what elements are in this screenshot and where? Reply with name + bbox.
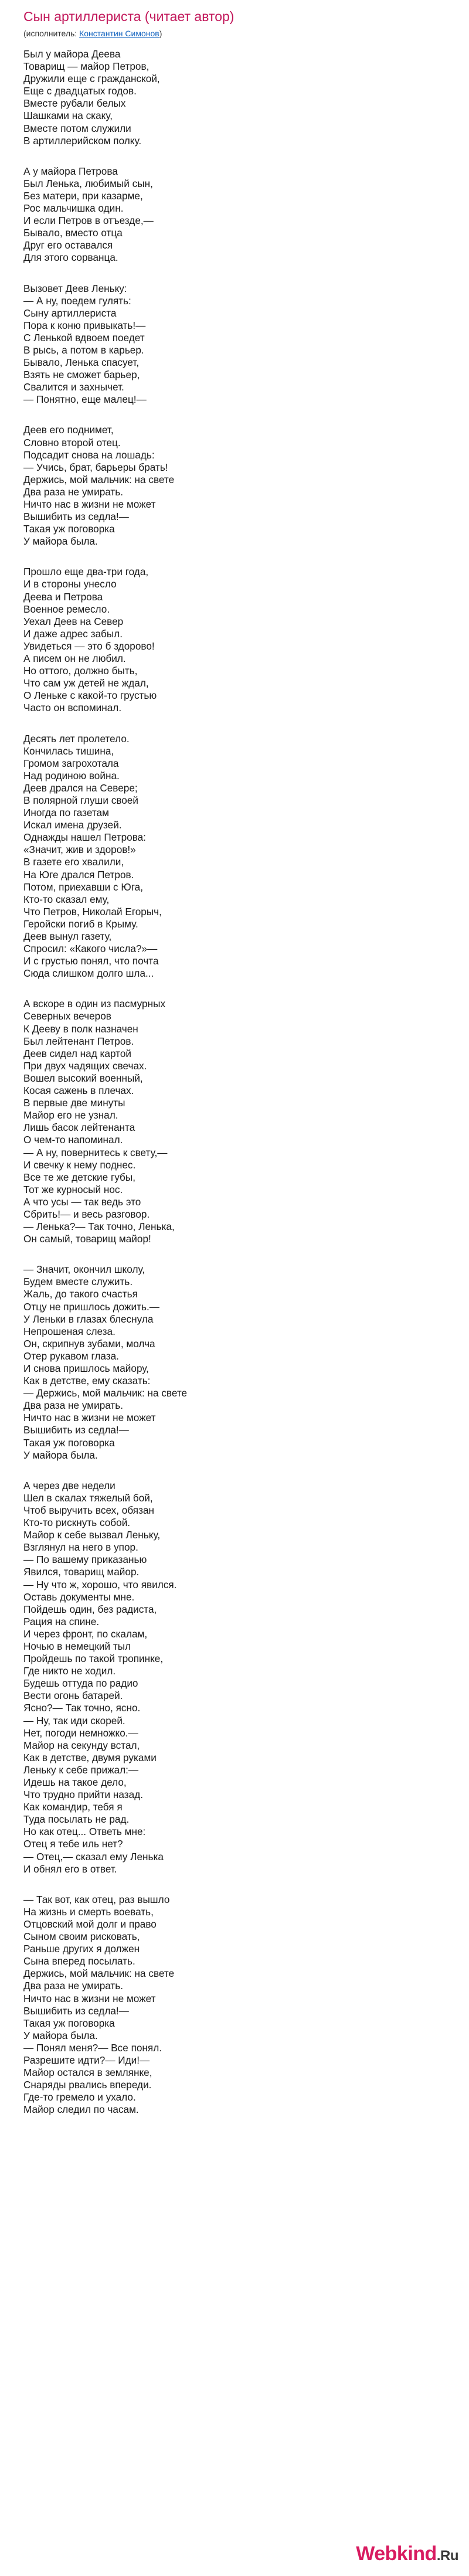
lyric-line: Был лейтенант Петров. <box>23 1035 134 1047</box>
lyric-line: — По вашему приказанью <box>23 1554 147 1566</box>
performer-label: (исполнитель: <box>23 29 80 38</box>
lyric-line: — Учись, брат, барьеры брать! <box>23 461 168 473</box>
stanza <box>23 998 453 1245</box>
lyric-line: Где-то гремело и ухало. <box>23 2091 136 2103</box>
lyric-line: Отец я тебе иль нет? <box>23 1838 123 1850</box>
lyric-line: Оставь документы мне. <box>23 1591 135 1603</box>
lyric-line: А что усы — так ведь это <box>23 1195 141 1208</box>
lyric-line: Сюда слишком долго шла... <box>23 967 154 980</box>
lyric-line: Будем вместе служить. <box>23 1276 133 1288</box>
lyric-line: — Так вот, как отец, раз вышло <box>23 1893 170 1905</box>
lyric-line: Сыном своим рисковать, <box>23 1931 140 1943</box>
lyric-line: Снаряды рвались впереди. <box>23 2079 152 2091</box>
performer-line <box>23 27 453 40</box>
lyric-line: Ничто нас в жизни не может <box>23 1992 156 2004</box>
lyric-line: Раньше других я должен <box>23 1943 140 1955</box>
lyric-line: Бывало, вместо отца <box>23 227 123 239</box>
lyric-line: Вести огонь батарей. <box>23 1690 123 1702</box>
lyric-line: Геройски погиб в Крыму. <box>23 917 138 930</box>
lyric-line: Он самый, товарищ майор! <box>23 1233 151 1245</box>
stanza <box>23 165 453 264</box>
lyric-line: Северных вечеров <box>23 1010 111 1022</box>
lyric-line: Где никто не ходил. <box>23 1665 116 1677</box>
lyric-line: Над родиною война. <box>23 769 120 781</box>
lyric-line: Вместе потом служили <box>23 122 131 134</box>
lyric-line: Однажды нашел Петрова: <box>23 831 146 844</box>
lyric-line: Что сам уж детей не ждал, <box>23 677 149 689</box>
lyric-line: Взглянул на него в упор. <box>23 1541 138 1554</box>
lyric-line: Но как отец... Ответь мне: <box>23 1826 146 1838</box>
lyric-line: Вышибить из седла!— <box>23 1424 129 1436</box>
lyric-line: И в стороны унесло <box>23 578 117 590</box>
lyric-line: Товарищ — майор Петров, <box>23 60 149 73</box>
lyric-line: Все те же детские губы, <box>23 1171 136 1183</box>
lyric-line: Часто он вспоминал. <box>23 702 122 714</box>
lyric-line: Что трудно прийти назад. <box>23 1789 144 1801</box>
lyric-line: Непрошеная слеза. <box>23 1325 115 1337</box>
lyric-line: Как в детстве, двумя руками <box>23 1751 157 1763</box>
lyric-line: Отер рукавом глаза. <box>23 1350 119 1362</box>
lyric-line: Два раза не умирать. <box>23 1980 124 1992</box>
lyric-line: С Ленькой вдвоем поедет <box>23 331 145 344</box>
lyric-line: Отцовский мой долг и право <box>23 1918 157 1930</box>
lyric-line: Искал имена друзей. <box>23 819 122 831</box>
lyric-line: Как командир, тебя я <box>23 1801 123 1813</box>
lyric-line: У Леньки в глазах блеснула <box>23 1313 154 1325</box>
lyric-line: У майора была. <box>23 2029 98 2041</box>
lyric-line: Уехал Деев на Север <box>23 615 124 627</box>
lyric-line: Ничто нас в жизни не может <box>23 498 156 510</box>
lyric-line: Отцу не пришлось дожить.— <box>23 1300 159 1313</box>
lyric-line: Взять не сможет барьер, <box>23 369 140 381</box>
lyric-line: Пройдешь по такой тропинке, <box>23 1653 164 1665</box>
song-title: Сын артиллериста (читает автор) <box>23 9 235 24</box>
lyric-line: — Ну, так иди скорей. <box>23 1714 125 1727</box>
lyric-line: А через две недели <box>23 1479 115 1491</box>
lyric-line: Что Петров, Николай Егорыч, <box>23 905 162 917</box>
lyric-line: Нет, погоди немножко.— <box>23 1727 138 1739</box>
lyric-line: А писем он не любил. <box>23 653 126 665</box>
lyric-line: Шашками на скаку, <box>23 110 113 122</box>
lyric-line: И через фронт, по скалам, <box>23 1627 148 1640</box>
lyric-line: Прошло еще два-три года, <box>23 566 149 578</box>
lyric-line: Сына вперед посылать. <box>23 1955 135 1967</box>
lyric-line: Для этого сорванца. <box>23 252 118 264</box>
lyric-line: Увидеться — это б здорово! <box>23 640 155 652</box>
lyric-line: — А ну, повернитесь к свету,— <box>23 1146 168 1158</box>
lyric-line: Лишь басок лейтенанта <box>23 1122 135 1134</box>
lyric-line: Деев сидел над картой <box>23 1047 132 1059</box>
lyric-line: Он, скрипнув зубами, молча <box>23 1337 155 1350</box>
stanza <box>23 733 453 980</box>
lyrics-body <box>23 48 453 2116</box>
lyric-line: Иногда по газетам <box>23 807 109 819</box>
stanza <box>23 48 453 147</box>
lyric-line: — Отец,— сказал ему Ленька <box>23 1850 164 1863</box>
lyric-line: Деев вынул газету, <box>23 930 112 942</box>
lyric-line: И снова пришлось майору, <box>23 1362 149 1374</box>
watermark-tld: .Ru <box>436 2548 458 2564</box>
lyric-line: Майор на секунду встал, <box>23 1739 140 1751</box>
lyric-line: — А ну, поедем гулять: <box>23 294 131 307</box>
lyric-line: Ясно?— Так точно, ясно. <box>23 1702 141 1714</box>
lyric-line: На жизнь и смерть воевать, <box>23 1905 154 1918</box>
lyric-line: Друг его оставался <box>23 239 113 252</box>
lyric-line: В рысь, а потом в карьер. <box>23 344 144 356</box>
lyric-line: При двух чадящих свечах. <box>23 1059 147 1072</box>
lyric-line: Спросил: «Какого числа?»— <box>23 943 158 955</box>
lyric-line: Пойдешь один, без радиста, <box>23 1603 157 1615</box>
lyric-line: — Понятно, еще малец!— <box>23 393 147 406</box>
lyric-line: Дружили еще с гражданской, <box>23 73 160 85</box>
lyric-line: «Значит, жив и здоров!» <box>23 844 136 856</box>
lyric-line: О Леньке с какой-то грустью <box>23 689 157 702</box>
lyric-line: И обнял его в ответ. <box>23 1863 117 1875</box>
lyric-line: Вошел высокий военный, <box>23 1072 143 1084</box>
lyric-line: Вышибить из седла!— <box>23 2004 129 2017</box>
lyric-line: Два раза не умирать. <box>23 1399 124 1412</box>
lyric-line: Туда посылать не рад. <box>23 1813 130 1826</box>
performer-link[interactable]: Константин Симонов <box>79 29 159 38</box>
lyric-line: Пора к коню привыкать!— <box>23 319 146 331</box>
lyric-line: В первые две минуты <box>23 1097 125 1109</box>
lyric-line: Явился, товарищ майор. <box>23 1566 140 1578</box>
stanza <box>23 424 453 548</box>
site-watermark-logo <box>356 2543 458 2565</box>
performer-suffix: ) <box>159 29 162 38</box>
lyric-line: А вскоре в один из пасмурных <box>23 998 166 1010</box>
lyric-line: — Держись, мой мальчик: на свете <box>23 1387 188 1399</box>
lyric-line: Кто-то рискнуть собой. <box>23 1517 131 1529</box>
stanza <box>23 566 453 714</box>
lyric-line: — Ленька?— Так точно, Ленька, <box>23 1221 175 1233</box>
lyric-line: Жаль, до такого счастья <box>23 1288 138 1300</box>
lyric-line: У майора была. <box>23 1449 98 1461</box>
lyric-line: И если Петров в отъезде,— <box>23 215 154 227</box>
lyric-line: Вышибить из седла!— <box>23 511 129 523</box>
lyric-line: Свалится и захнычет. <box>23 381 124 393</box>
lyric-line: Такая уж поговорка <box>23 2017 115 2029</box>
lyric-line: В газете его хвалили, <box>23 856 124 868</box>
lyric-line: Вместе рубали белых <box>23 97 126 110</box>
lyric-line: — Ну что ж, хорошо, что явился. <box>23 1578 177 1591</box>
lyric-line: Деев дрался на Севере; <box>23 781 138 794</box>
stanza <box>23 1263 453 1462</box>
lyric-line: Шел в скалах тяжелый бой, <box>23 1491 153 1504</box>
lyric-line: Как в детстве, ему сказать: <box>23 1375 151 1387</box>
lyric-line: Громом загрохотала <box>23 757 119 769</box>
lyric-line: В артиллерийском полку. <box>23 134 142 147</box>
lyric-line: — Значит, окончил школу, <box>23 1263 145 1276</box>
lyric-line: Майор к себе вызвал Леньку, <box>23 1529 161 1541</box>
lyric-line: Потом, приехавши с Юга, <box>23 881 143 893</box>
stanza <box>23 1894 453 2116</box>
lyric-line: Чтоб выручить всех, обязан <box>23 1504 155 1516</box>
lyric-line: Сбрить!— и весь разговор. <box>23 1208 150 1220</box>
lyric-line: Рос мальчишка один. <box>23 202 124 215</box>
lyric-line: О чем-то напоминал. <box>23 1134 123 1146</box>
lyric-line: Без матери, при казарме, <box>23 189 143 202</box>
lyric-line: Был у майора Деева <box>23 48 121 60</box>
lyric-line: Будешь оттуда по радио <box>23 1677 138 1690</box>
lyric-line: Майор следил по часам. <box>23 2103 139 2116</box>
lyric-line: Тот же курносый нос. <box>23 1183 123 1195</box>
lyric-line: Леньку к себе прижал:— <box>23 1763 139 1776</box>
lyric-line: Идешь на такое дело, <box>23 1776 127 1788</box>
lyric-line: Деева и Петрова <box>23 590 103 603</box>
lyric-line: Майор его не узнал. <box>23 1109 118 1122</box>
lyric-line: Кто-то сказал ему, <box>23 893 110 905</box>
lyric-line: Рация на спине. <box>23 1615 100 1627</box>
lyric-line: Подсадит снова на лошадь: <box>23 448 155 461</box>
lyric-line: Майор остался в землянке, <box>23 2067 152 2079</box>
lyric-line: Бывало, Ленька спасует, <box>23 356 140 369</box>
lyric-line: К Дееву в полк назначен <box>23 1022 138 1035</box>
lyric-line: И свечку к нему поднес. <box>23 1158 136 1171</box>
lyric-line: Держись, мой мальчик: на свете <box>23 1967 175 1980</box>
lyric-line: Ничто нас в жизни не может <box>23 1412 156 1424</box>
lyric-line: У майора была. <box>23 535 98 548</box>
lyric-line: На Юге дрался Петров. <box>23 868 134 881</box>
lyric-line: Разрешите идти?— Иди!— <box>23 2054 150 2066</box>
lyric-line: Держись, мой мальчик: на свете <box>23 473 175 485</box>
lyric-line: В полярной глуши своей <box>23 794 138 806</box>
stanza <box>23 1480 453 1875</box>
lyric-line: Был Ленька, любимый сын, <box>23 177 153 189</box>
lyric-line: — Понял меня?— Все понял. <box>23 2041 162 2054</box>
watermark-name: Webkind <box>356 2543 437 2565</box>
lyric-line: Военное ремесло. <box>23 603 110 615</box>
lyric-line: Косая сажень в плечах. <box>23 1085 134 1097</box>
lyric-line: Ночью в немецкий тыл <box>23 1640 131 1652</box>
lyric-line: Кончилась тишина, <box>23 745 114 757</box>
lyric-line: Вызовет Деев Леньку: <box>23 282 127 294</box>
lyric-line: А у майора Петрова <box>23 165 118 177</box>
lyric-line: Но оттого, должно быть, <box>23 665 138 677</box>
lyric-line: Еще с двадцатых годов. <box>23 85 137 97</box>
lyric-line: Деев его поднимет, <box>23 424 114 436</box>
lyric-line: И даже адрес забыл. <box>23 627 123 640</box>
lyric-line: Такая уж поговорка <box>23 523 115 535</box>
lyric-line: Десять лет пролетело. <box>23 732 130 745</box>
stanza <box>23 283 453 406</box>
lyric-line: Два раза не умирать. <box>23 485 124 498</box>
lyric-line: Сыну артиллериста <box>23 307 117 319</box>
lyric-line: Такая уж поговорка <box>23 1436 115 1449</box>
lyric-line: Словно второй отец. <box>23 436 121 448</box>
lyric-line: И с грустью понял, что почта <box>23 955 159 967</box>
